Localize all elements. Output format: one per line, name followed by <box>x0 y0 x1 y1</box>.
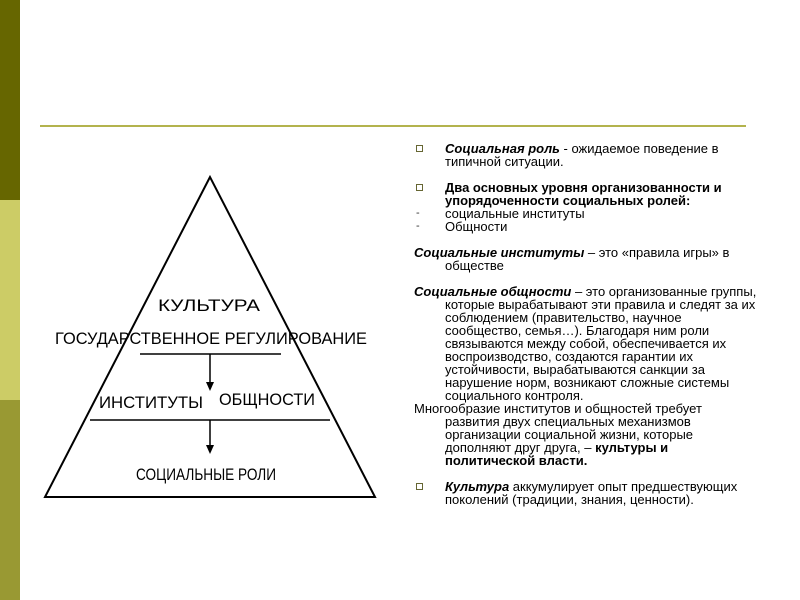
paragraph-social-communities <box>414 285 759 402</box>
text-diversity: Многообразие институтов и общностей требует развития двух специальных механизмов организации социальной жизни, которые дополняют друг друга, – <box>414 401 702 455</box>
text-culture: аккумулирует опыт предшествующих поколений (традиции, знания, ценности). <box>445 479 738 507</box>
label-institutes: ИНСТИТУТЫ <box>99 393 203 412</box>
bullet-square-icon <box>416 184 423 191</box>
text-content <box>414 142 759 506</box>
text-two-levels: Два основных уровня организованности и упорядоченности социальных ролей: <box>445 180 722 208</box>
paragraph-social-role <box>414 142 759 168</box>
dash-icon: - <box>416 207 420 219</box>
term-social-communities: Социальные общности <box>414 284 572 299</box>
term-culture: Культура <box>445 479 510 494</box>
text-culture-and-power: культуры и политической власти. <box>445 440 669 468</box>
arrow-lower-head <box>206 445 214 454</box>
list-item-communities <box>414 220 759 233</box>
paragraph-social-institutes <box>414 246 759 272</box>
arrow-upper-head <box>206 382 214 391</box>
text-social-institutes: – это «правила игры» в обществе <box>445 245 730 273</box>
text-social-role: - ожидаемое поведение в типичной ситуации. <box>445 141 719 169</box>
bullet-square-icon <box>416 483 423 490</box>
label-state-regulation: ГОСУДАРСТВЕННОЕ РЕГУЛИРОВАНИЕ <box>55 329 367 348</box>
label-social-roles: СОЦИАЛЬНЫЕ РОЛИ <box>136 465 276 484</box>
list-item-communities-label: Общности <box>445 219 508 234</box>
label-communities: ОБЩНОСТИ <box>219 390 315 409</box>
dash-icon: - <box>416 220 420 232</box>
term-social-role: Социальная роль <box>445 141 560 156</box>
paragraph-culture <box>414 480 759 506</box>
paragraph-diversity <box>414 402 759 467</box>
bullet-square-icon <box>416 145 423 152</box>
text-social-communities: – это организованные группы, которые вырабатывают эти правила и следят за их соблюдением (правительство, научное сообщество, семья…). Благодаря ним роли связываются между собой, обеспечивается их воспроизводство, создаются гарантии их устойчивости, вырабатываются санкции за нарушение норм, возникают сложные системы социального контроля. <box>445 284 757 403</box>
paragraph-two-levels <box>414 181 759 207</box>
term-social-institutes: Социальные институты <box>414 245 585 260</box>
label-culture: КУЛЬТУРА <box>158 296 261 315</box>
list-item-institutes-label: социальные институты <box>445 206 585 221</box>
